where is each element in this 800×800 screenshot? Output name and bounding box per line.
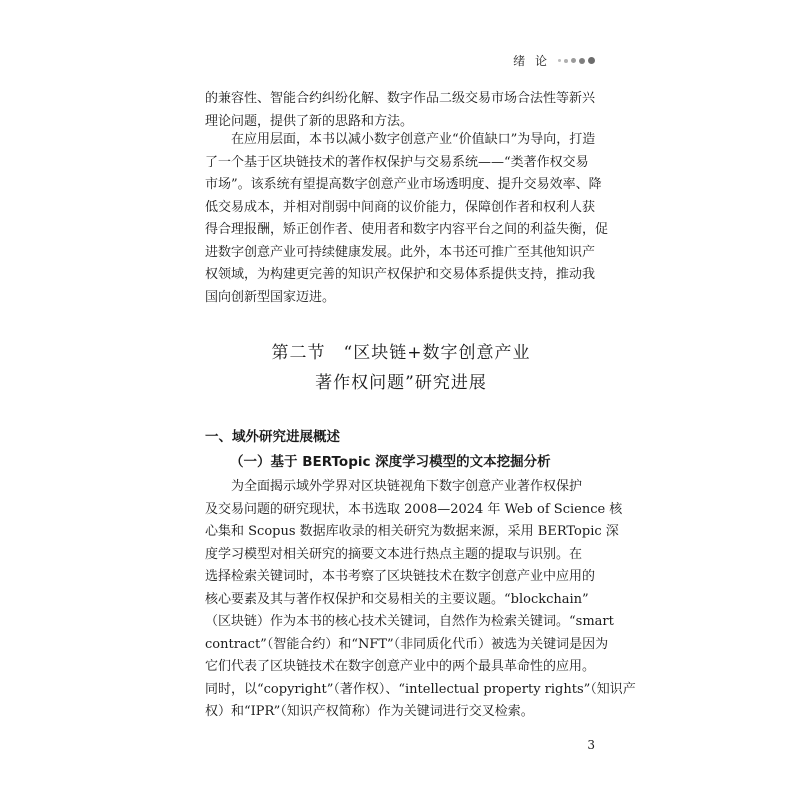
dot-icon xyxy=(579,58,585,64)
text-line: 市场”。该系统有望提高数字创意产业市场透明度、提升交易效率、降 xyxy=(205,177,602,192)
section-title xyxy=(205,338,597,398)
text-line: 核心要素及其与著作权保护和交易相关的主要议题。“blockchain” xyxy=(205,591,589,607)
dot-icon xyxy=(558,59,561,62)
dot-icon xyxy=(588,57,595,64)
dot-icon xyxy=(564,59,568,63)
paragraph-continuation xyxy=(205,88,597,133)
text-line: 同时，以“copyright”（著作权）、“intellectual property rights”（知识产 xyxy=(205,681,636,697)
text-line: 国向创新型国家迈进。 xyxy=(205,289,336,305)
text-line: 得合理报酬，矫正创作者、使用者和数字内容平台之间的利益失衡，促 xyxy=(205,222,609,237)
text-line: 理论问题，提供了新的思路和方法。 xyxy=(205,113,414,129)
paragraph-research-method xyxy=(205,476,636,724)
page-number: 3 xyxy=(587,738,595,752)
heading-level-1: 一、域外研究进展概述 xyxy=(205,429,340,445)
section-title-line: 著作权问题”研究进展 xyxy=(315,373,487,393)
text-line: 权）和“IPR”（知识产权简称）作为关键词进行交叉检索。 xyxy=(205,704,534,719)
text-line: 及交易问题的研究现状，本书选取 2008—2024 年 Web of Science 核 xyxy=(205,501,623,517)
text-line: 了一个基于区块链技术的著作权保护与交易系统——“类著作权交易 xyxy=(205,154,589,170)
text-line: 权领域，为构建更完善的知识产权保护和交易体系提供支持，推动我 xyxy=(205,267,596,282)
text-line: 度学习模型对相关研究的摘要文本进行热点主题的提取与识别。在 xyxy=(205,546,583,562)
text-line: 低交易成本，并相对削弱中间商的议价能力，保障创作者和权利人获 xyxy=(205,199,596,215)
text-line: 的兼容性、智能合约纠纷化解、数字作品二级交易市场合法性等新兴 xyxy=(205,91,596,106)
paragraph-application xyxy=(205,129,609,309)
dot-icon xyxy=(571,58,576,63)
text-line: 在应用层面，本书以减小数字创意产业“价值缺口”为导向，打造 xyxy=(205,132,596,147)
dots-ornament-icon xyxy=(558,57,595,64)
heading-level-2: （一）基于 BERTopic 深度学习模型的文本挖掘分析 xyxy=(230,454,551,470)
text-line: 心集和 Scopus 数据库收录的相关研究为数据来源，采用 BERTopic 深 xyxy=(205,524,619,539)
text-line: 它们代表了区块链技术在数字创意产业中的两个最具革命性的应用。 xyxy=(205,659,596,674)
text-line: contract”（智能合约）和“NFT”（非同质化代币）被选为关键词是因为 xyxy=(205,636,609,652)
text-line: 为全面揭示域外学界对区块链视角下数字创意产业著作权保护 xyxy=(205,479,583,494)
text-line: 选择检索关键词时，本书考察了区块链技术在数字创意产业中应用的 xyxy=(205,569,596,584)
text-line: 进数字创意产业可持续健康发展。此外，本书还可推广至其他知识产 xyxy=(205,244,596,260)
running-title: 绪 论 xyxy=(513,54,550,68)
text-line: （区块链）作为本书的核心技术关键词，自然作为检索关键词。“smart xyxy=(205,614,614,629)
running-header xyxy=(513,52,595,69)
section-title-line: 第二节 “区块链+数字创意产业 xyxy=(271,343,531,363)
